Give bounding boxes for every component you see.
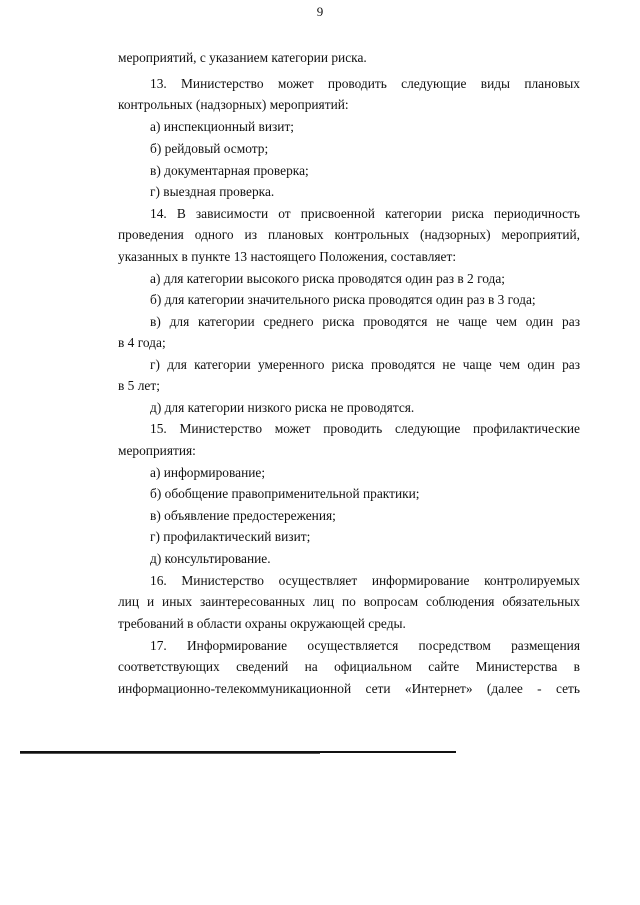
list-item: г) профилактический визит; [150, 529, 311, 544]
page-number: 9 [316, 4, 324, 19]
text-line: в 5 лет; [118, 378, 160, 393]
paragraph-16-line-1: 16. Министерство осуществляет информирование контролируемых [150, 573, 580, 588]
paragraph-13-line-1: 13. Министерство может проводить следующие виды плановых [150, 76, 580, 91]
list-item: а) информирование; [150, 465, 266, 480]
text-line: информационно-телекоммуникационной сети «Интернет» (далее - сеть [118, 681, 580, 696]
text-line: в 4 года; [118, 335, 166, 350]
text-line: указанных в пункте 13 настоящего Положения, составляет: [118, 249, 457, 264]
paragraph-17-line-1: 17. Информирование осуществляется посредством размещения [150, 638, 580, 653]
text-line: соответствующих сведений на официальном сайте Министерства в [118, 659, 580, 674]
text-line: лиц и иных заинтересованных лиц по вопросам соблюдения обязательных [118, 594, 580, 609]
list-item: г) выездная проверка. [150, 184, 275, 199]
text-line: контрольных (надзорных) мероприятий: [118, 97, 349, 112]
list-item: б) для категории значительного риска проводятся один раз в 3 года; [150, 292, 536, 307]
list-item: в) объявление предостережения; [150, 508, 336, 523]
list-item: б) обобщение правоприменительной практики; [150, 486, 420, 501]
list-item: д) для категории низкого риска не проводятся. [150, 400, 415, 415]
list-item: б) рейдовый осмотр; [150, 141, 269, 156]
text-line: проведения одного из плановых контрольных (надзорных) мероприятий, [118, 227, 580, 242]
list-item: д) консультирование. [150, 551, 271, 566]
text-line: мероприятия: [118, 443, 196, 458]
text-line: мероприятий, с указанием категории риска. [118, 50, 367, 65]
list-item: в) для категории среднего риска проводятся не чаще чем один раз [150, 314, 580, 329]
paragraph-15-line-1: 15. Министерство может проводить следующие профилактические [150, 421, 580, 436]
list-item: г) для категории умеренного риска проводятся не чаще чем один раз [150, 357, 580, 372]
paragraph-14-line-1: 14. В зависимости от присвоенной категории риска периодичность [150, 206, 580, 221]
footnote-separator [20, 751, 456, 753]
list-item: а) инспекционный визит; [150, 119, 295, 134]
list-item: в) документарная проверка; [150, 163, 309, 178]
list-item: а) для категории высокого риска проводятся один раз в 2 года; [150, 271, 506, 286]
text-line: требований в области охраны окружающей среды. [118, 616, 406, 631]
